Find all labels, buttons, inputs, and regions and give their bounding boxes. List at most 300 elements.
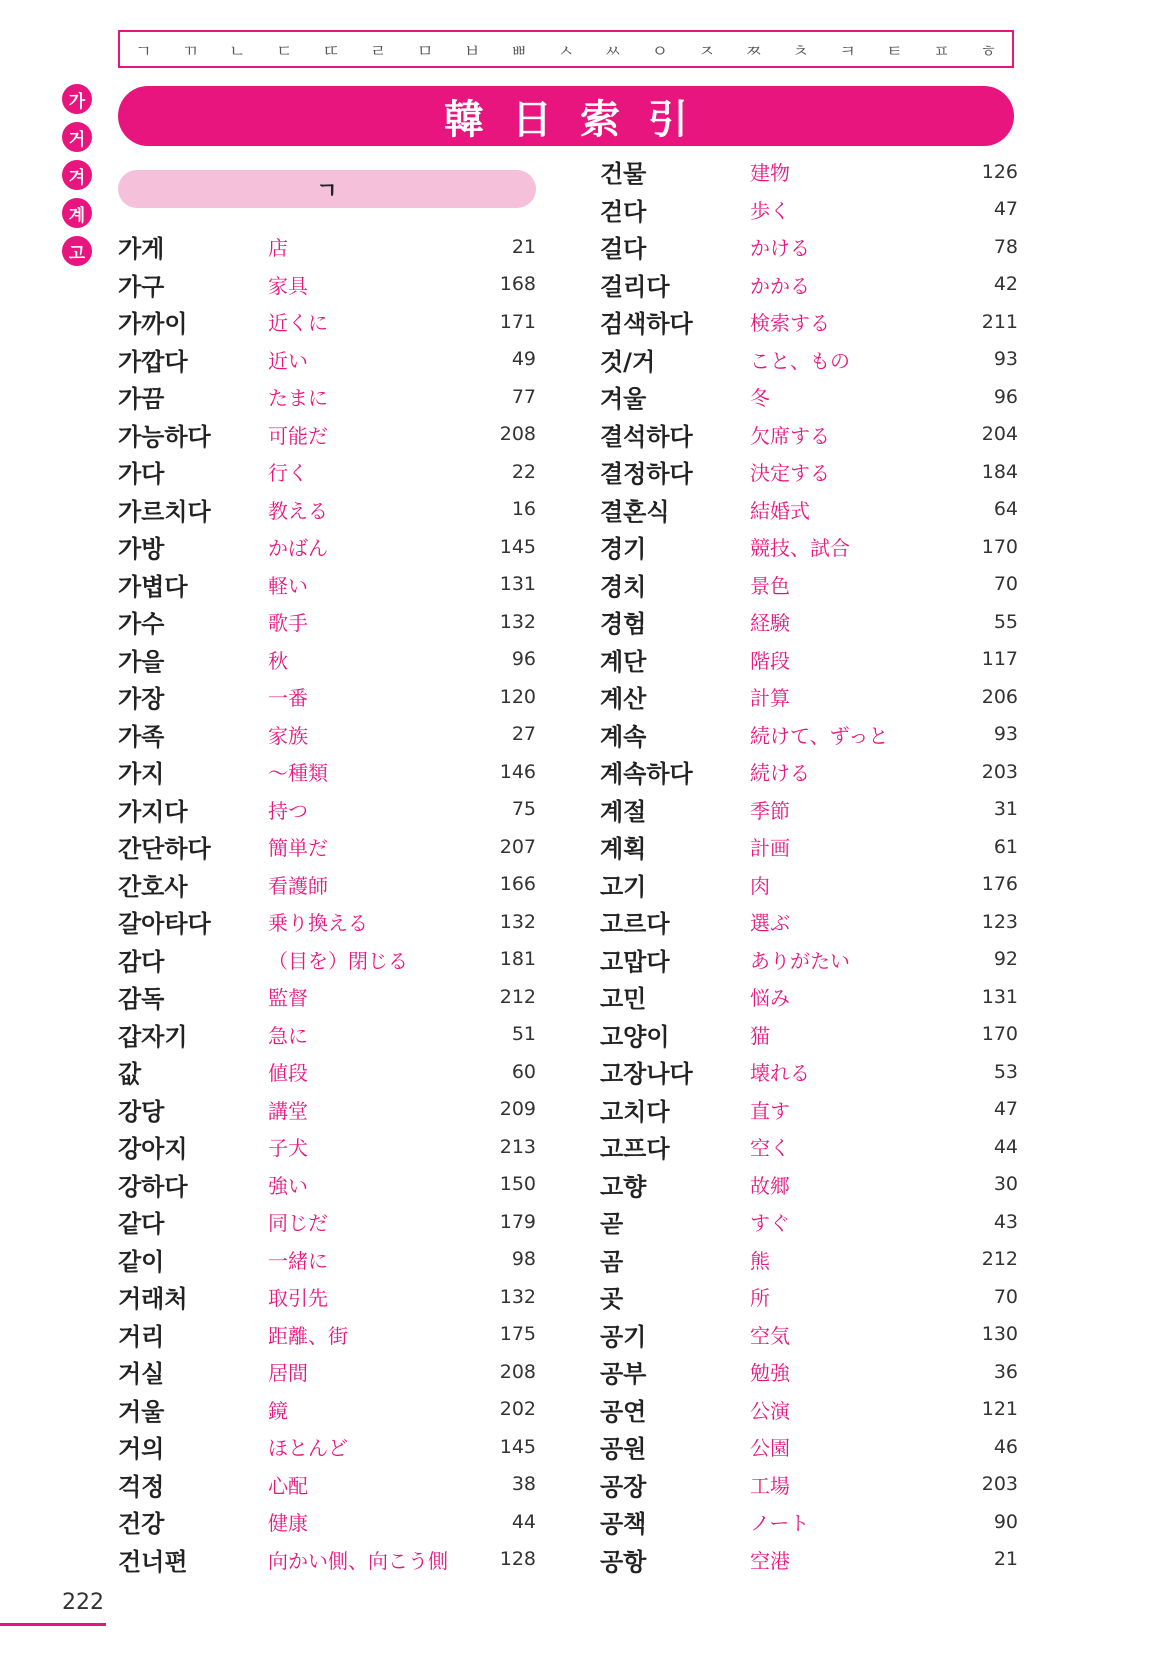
- index-entry: [600, 1016, 1018, 1054]
- index-entry: [600, 828, 1018, 866]
- index-entry: [600, 1353, 1018, 1391]
- page-ref: 132: [499, 910, 536, 933]
- korean-word: 가르치다: [118, 497, 211, 526]
- jamo-index-item: ㄲ: [182, 41, 199, 62]
- japanese-meaning: 競技、試合: [750, 536, 850, 561]
- index-entry: [118, 828, 536, 866]
- page-ref: 96: [993, 385, 1018, 408]
- side-tab: 계: [62, 198, 92, 228]
- japanese-meaning: 秋: [268, 648, 288, 673]
- page-ref: 203: [981, 760, 1018, 783]
- korean-word: 경기: [600, 535, 647, 564]
- index-entry: [118, 1353, 536, 1391]
- japanese-meaning: 故郷: [750, 1173, 790, 1198]
- index-entry: [600, 1166, 1018, 1204]
- page-number-underline: [0, 1623, 106, 1626]
- index-entry: [600, 641, 1018, 679]
- page-ref: 176: [981, 873, 1018, 896]
- side-tab: 거: [62, 122, 92, 152]
- korean-word: 걷다: [600, 197, 647, 226]
- jamo-index-item: ㅃ: [510, 41, 528, 62]
- japanese-meaning: 急に: [268, 1023, 308, 1048]
- japanese-meaning: （目を）閉じる: [268, 948, 408, 973]
- page-ref: 175: [499, 1323, 536, 1346]
- index-entry: [118, 266, 536, 304]
- jamo-index-item: ㅂ: [463, 41, 481, 62]
- korean-word: 걸다: [600, 235, 647, 264]
- index-entry: [118, 1466, 536, 1504]
- index-entry: [600, 303, 1018, 341]
- korean-word: 검색하다: [600, 310, 693, 339]
- korean-word: 걸리다: [600, 272, 670, 301]
- korean-word: 계단: [600, 647, 647, 676]
- index-entry: [600, 416, 1018, 454]
- korean-word: 가볍다: [118, 572, 188, 601]
- japanese-meaning: 計算: [750, 686, 790, 711]
- page-ref: 145: [499, 535, 536, 558]
- page-ref: 43: [993, 1210, 1018, 1233]
- index-entry: [600, 941, 1018, 979]
- page-ref: 77: [511, 385, 536, 408]
- japanese-meaning: 肉: [750, 873, 770, 898]
- korean-word: 결석하다: [600, 422, 693, 451]
- japanese-meaning: 行く: [268, 461, 308, 486]
- japanese-meaning: 歌手: [268, 611, 308, 636]
- page-ref: 123: [981, 910, 1018, 933]
- page-ref: 46: [993, 1435, 1018, 1458]
- page-ref: 132: [499, 610, 536, 633]
- japanese-meaning: 簡単だ: [268, 836, 328, 861]
- page-ref: 64: [993, 498, 1018, 521]
- index-entry: [600, 341, 1018, 379]
- page-ref: 98: [511, 1248, 536, 1271]
- japanese-meaning: 一緒に: [268, 1248, 328, 1273]
- index-entry: [600, 491, 1018, 529]
- korean-word: 감독: [118, 985, 165, 1014]
- japanese-meaning: かばん: [268, 536, 328, 561]
- index-entry: [600, 1316, 1018, 1354]
- jamo-index-item: ㅁ: [416, 41, 434, 62]
- index-entry: [118, 716, 536, 754]
- index-entry: [600, 603, 1018, 641]
- section-header: ㄱ: [118, 170, 536, 208]
- index-entry: [600, 1278, 1018, 1316]
- korean-word: 거래처: [118, 1285, 188, 1314]
- page-ref: 16: [511, 498, 536, 521]
- korean-word: 고르다: [600, 910, 670, 939]
- korean-word: 고치다: [600, 1097, 670, 1126]
- japanese-meaning: 決定する: [750, 461, 830, 486]
- page-ref: 208: [499, 1360, 536, 1383]
- page-ref: 212: [499, 985, 536, 1008]
- japanese-meaning: 看護師: [268, 873, 328, 898]
- japanese-meaning: 工場: [750, 1473, 790, 1498]
- japanese-meaning: 強い: [268, 1173, 308, 1198]
- side-tab: 가: [62, 84, 92, 114]
- korean-word: 고향: [600, 1172, 647, 1201]
- page-ref: 206: [981, 685, 1018, 708]
- korean-word: 감다: [118, 947, 165, 976]
- page-ref: 93: [993, 723, 1018, 746]
- page-ref: 128: [499, 1548, 536, 1571]
- index-entry: [118, 1128, 536, 1166]
- japanese-meaning: 続けて、ずっと: [750, 723, 889, 748]
- jamo-index-item: ㅉ: [745, 41, 762, 62]
- korean-word: 갑자기: [118, 1022, 188, 1051]
- korean-word: 거리: [118, 1322, 165, 1351]
- index-entry: [600, 191, 1018, 229]
- japanese-meaning: 冬: [750, 386, 770, 411]
- index-entry: [600, 1391, 1018, 1429]
- page-ref: 42: [993, 273, 1018, 296]
- korean-word: 가끔: [118, 385, 165, 414]
- korean-word: 건물: [600, 160, 647, 189]
- korean-word: 같다: [118, 1210, 165, 1239]
- korean-word: 가구: [118, 272, 165, 301]
- korean-word: 강하다: [118, 1172, 188, 1201]
- korean-word: 공부: [600, 1360, 647, 1389]
- page-title: 韓日索引: [118, 86, 1014, 146]
- japanese-meaning: 公演: [750, 1398, 790, 1423]
- page-ref: 145: [499, 1435, 536, 1458]
- page-ref: 146: [499, 760, 536, 783]
- index-entry: [600, 1203, 1018, 1241]
- index-entry: [118, 1241, 536, 1279]
- index-entry: [600, 716, 1018, 754]
- korean-word: 곰: [600, 1247, 624, 1276]
- korean-word: 가다: [118, 460, 165, 489]
- page-ref: 92: [993, 948, 1018, 971]
- japanese-meaning: 直す: [750, 1098, 790, 1123]
- index-entry: [600, 903, 1018, 941]
- page-ref: 22: [511, 460, 536, 483]
- japanese-meaning: 教える: [268, 498, 328, 523]
- index-entry: [118, 1166, 536, 1204]
- japanese-meaning: 公園: [750, 1436, 790, 1461]
- page-ref: 78: [993, 235, 1018, 258]
- page-ref: 31: [993, 798, 1018, 821]
- japanese-meaning: 歩く: [750, 198, 790, 223]
- korean-word: 계속: [600, 722, 647, 751]
- japanese-meaning: すぐ: [750, 1211, 790, 1236]
- page-ref: 170: [981, 535, 1018, 558]
- japanese-meaning: 監督: [268, 986, 308, 1011]
- japanese-meaning: 景色: [750, 573, 790, 598]
- page-ref: 212: [981, 1248, 1018, 1271]
- japanese-meaning: 猫: [750, 1023, 770, 1048]
- korean-word: 가장: [118, 685, 165, 714]
- page-ref: 207: [499, 835, 536, 858]
- index-entry: [118, 491, 536, 529]
- index-entry: [600, 866, 1018, 904]
- index-entry: [118, 941, 536, 979]
- page-ref: 44: [511, 1510, 536, 1533]
- jamo-index-item: ㄷ: [276, 41, 293, 62]
- index-entry: [600, 1466, 1018, 1504]
- korean-word: 계획: [600, 835, 647, 864]
- jamo-index-item: ㅊ: [792, 41, 809, 62]
- index-entry: [118, 303, 536, 341]
- page-ref: 70: [993, 1285, 1018, 1308]
- index-entry: [600, 753, 1018, 791]
- korean-word: 가방: [118, 535, 165, 564]
- page-ref: 38: [511, 1473, 536, 1496]
- page-ref: 130: [981, 1323, 1018, 1346]
- index-entry: [118, 1391, 536, 1429]
- jamo-index-item: ㅈ: [698, 41, 715, 62]
- index-entry: [118, 753, 536, 791]
- jamo-index-item: ㅅ: [557, 41, 575, 62]
- korean-word: 간호사: [118, 872, 188, 901]
- page-ref: 21: [511, 235, 536, 258]
- index-entry: [118, 1203, 536, 1241]
- japanese-meaning: こと、もの: [750, 348, 850, 373]
- index-entry: [118, 791, 536, 829]
- japanese-meaning: 家族: [268, 723, 308, 748]
- korean-word: 공장: [600, 1472, 647, 1501]
- page-ref: 120: [499, 685, 536, 708]
- jamo-index-item: ㅇ: [651, 41, 668, 62]
- japanese-meaning: 〜種類: [268, 761, 328, 786]
- korean-word: 거실: [118, 1360, 165, 1389]
- korean-word: 가게: [118, 235, 165, 264]
- korean-word: 고프다: [600, 1135, 670, 1164]
- korean-word: 공항: [600, 1547, 647, 1576]
- page-ref: 93: [993, 348, 1018, 371]
- page-ref: 181: [499, 948, 536, 971]
- page-ref: 36: [993, 1360, 1018, 1383]
- korean-word: 걱정: [118, 1472, 165, 1501]
- index-entry: [600, 153, 1018, 191]
- korean-word: 같이: [118, 1247, 165, 1276]
- japanese-meaning: ノート: [750, 1511, 810, 1536]
- korean-word: 곳: [600, 1285, 624, 1314]
- index-entry: [600, 1053, 1018, 1091]
- korean-word: 결정하다: [600, 460, 693, 489]
- japanese-meaning: 鏡: [268, 1398, 288, 1423]
- index-entry: [600, 1428, 1018, 1466]
- jamo-index-item: ㅍ: [933, 41, 950, 62]
- korean-word: 가수: [118, 610, 165, 639]
- jamo-index-item: ㅋ: [839, 41, 856, 62]
- page-ref: 44: [993, 1135, 1018, 1158]
- index-entry: [118, 566, 536, 604]
- side-tab: 고: [62, 236, 92, 266]
- jamo-index-item: ㄸ: [323, 41, 340, 62]
- page-ref: 179: [499, 1210, 536, 1233]
- index-entry: [118, 528, 536, 566]
- page-ref: 90: [993, 1510, 1018, 1533]
- korean-word: 가족: [118, 722, 165, 751]
- korean-word: 겨울: [600, 385, 647, 414]
- japanese-meaning: 階段: [750, 648, 790, 673]
- index-entry: [600, 566, 1018, 604]
- korean-word: 것/거: [600, 347, 656, 376]
- korean-word: 간단하다: [118, 835, 211, 864]
- japanese-meaning: 一番: [268, 686, 308, 711]
- page-ref: 55: [993, 610, 1018, 633]
- japanese-meaning: 近い: [268, 348, 308, 373]
- korean-word: 공원: [600, 1435, 647, 1464]
- page-ref: 47: [993, 198, 1018, 221]
- japanese-meaning: 家具: [268, 273, 308, 298]
- jamo-index-bar: [118, 30, 1014, 68]
- japanese-meaning: 検索する: [750, 311, 830, 336]
- index-entry: [118, 641, 536, 679]
- index-entry: [118, 341, 536, 379]
- index-entry: [118, 903, 536, 941]
- japanese-meaning: 心配: [268, 1473, 308, 1498]
- korean-word: 계산: [600, 685, 647, 714]
- jamo-index-item: ㄱ: [135, 41, 152, 62]
- page-ref: 30: [993, 1173, 1018, 1196]
- page-ref: 75: [511, 798, 536, 821]
- japanese-meaning: 経験: [750, 611, 790, 636]
- korean-word: 건너편: [118, 1547, 188, 1576]
- page-ref: 203: [981, 1473, 1018, 1496]
- index-entry: [600, 791, 1018, 829]
- korean-word: 강아지: [118, 1135, 188, 1164]
- korean-word: 계속하다: [600, 760, 693, 789]
- japanese-meaning: 近くに: [268, 311, 328, 336]
- japanese-meaning: 壊れる: [750, 1061, 810, 1086]
- japanese-meaning: 計画: [750, 836, 790, 861]
- japanese-meaning: 持つ: [268, 798, 308, 823]
- page-ref: 213: [499, 1135, 536, 1158]
- korean-word: 값: [118, 1060, 142, 1089]
- japanese-meaning: 居間: [268, 1361, 308, 1386]
- korean-word: 가능하다: [118, 422, 211, 451]
- korean-word: 공책: [600, 1510, 647, 1539]
- korean-word: 가을: [118, 647, 165, 676]
- page-ref: 170: [981, 1023, 1018, 1046]
- korean-word: 가지다: [118, 797, 188, 826]
- page-ref: 121: [981, 1398, 1018, 1421]
- index-entry: [118, 378, 536, 416]
- page-ref: 61: [993, 835, 1018, 858]
- side-tabs: [62, 84, 92, 266]
- index-entry: [600, 528, 1018, 566]
- korean-word: 거울: [118, 1397, 165, 1426]
- index-entry: [118, 978, 536, 1016]
- page-ref: 131: [981, 985, 1018, 1008]
- korean-word: 곧: [600, 1210, 624, 1239]
- index-entry: [118, 1016, 536, 1054]
- japanese-meaning: 空気: [750, 1323, 790, 1348]
- japanese-meaning: 欠席する: [750, 423, 830, 448]
- korean-word: 공연: [600, 1397, 647, 1426]
- korean-word: 경치: [600, 572, 647, 601]
- japanese-meaning: 結婚式: [750, 498, 810, 523]
- page-ref: 209: [499, 1098, 536, 1121]
- japanese-meaning: 講堂: [268, 1098, 308, 1123]
- japanese-meaning: 悩み: [750, 986, 790, 1011]
- page-ref: 117: [981, 648, 1018, 671]
- index-entry: [118, 416, 536, 454]
- page-ref: 60: [511, 1060, 536, 1083]
- korean-word: 경험: [600, 610, 647, 639]
- page-ref: 126: [981, 160, 1018, 183]
- korean-word: 고장나다: [600, 1060, 693, 1089]
- japanese-meaning: ほとんど: [268, 1436, 348, 1461]
- index-entry: [600, 378, 1018, 416]
- japanese-meaning: 空港: [750, 1548, 790, 1573]
- korean-word: 가깝다: [118, 347, 188, 376]
- page-ref: 70: [993, 573, 1018, 596]
- korean-word: 고양이: [600, 1022, 670, 1051]
- jamo-index-item: ㅌ: [886, 41, 903, 62]
- japanese-meaning: 乗り換える: [268, 911, 368, 936]
- jamo-index-item: ㄹ: [369, 41, 387, 62]
- japanese-meaning: 軽い: [268, 573, 308, 598]
- page-ref: 27: [511, 723, 536, 746]
- japanese-meaning: 続ける: [750, 761, 810, 786]
- page-ref: 211: [981, 310, 1018, 333]
- index-entry: [118, 1278, 536, 1316]
- korean-word: 건강: [118, 1510, 165, 1539]
- japanese-meaning: 選ぶ: [750, 911, 790, 936]
- index-entry: [118, 453, 536, 491]
- japanese-meaning: 空く: [750, 1136, 790, 1161]
- japanese-meaning: 向かい側、向こう側: [268, 1548, 448, 1573]
- index-entry: [600, 1091, 1018, 1129]
- japanese-meaning: 距離、街: [268, 1323, 348, 1348]
- korean-word: 갈아타다: [118, 910, 211, 939]
- index-entry: [118, 1316, 536, 1354]
- japanese-meaning: たまに: [268, 386, 328, 411]
- index-entry: [600, 978, 1018, 1016]
- page-ref: 96: [511, 648, 536, 671]
- page-ref: 202: [499, 1398, 536, 1421]
- index-entry: [600, 1241, 1018, 1279]
- page-ref: 21: [993, 1548, 1018, 1571]
- index-entry: [600, 1128, 1018, 1166]
- jamo-index-item: ㅆ: [604, 41, 622, 62]
- index-entry: [118, 1053, 536, 1091]
- jamo-index-item: ㄴ: [229, 41, 246, 62]
- index-entry: [600, 678, 1018, 716]
- page-ref: 171: [499, 310, 536, 333]
- korean-word: 계절: [600, 797, 647, 826]
- japanese-meaning: 取引先: [268, 1286, 328, 1311]
- index-entry: [118, 603, 536, 641]
- japanese-meaning: 季節: [750, 798, 790, 823]
- japanese-meaning: かかる: [750, 273, 810, 298]
- korean-word: 고기: [600, 872, 647, 901]
- japanese-meaning: 値段: [268, 1061, 308, 1086]
- japanese-meaning: 所: [750, 1286, 770, 1311]
- index-entry: [600, 228, 1018, 266]
- page-ref: 168: [499, 273, 536, 296]
- page-ref: 166: [499, 873, 536, 896]
- korean-word: 결혼식: [600, 497, 670, 526]
- korean-word: 고맙다: [600, 947, 670, 976]
- index-entry: [600, 453, 1018, 491]
- side-tab: 겨: [62, 160, 92, 190]
- index-entry: [600, 266, 1018, 304]
- japanese-meaning: 勉強: [750, 1361, 790, 1386]
- page-ref: 49: [511, 348, 536, 371]
- index-entry: [118, 678, 536, 716]
- page-number: 222: [62, 1590, 104, 1615]
- page-ref: 51: [511, 1023, 536, 1046]
- page-ref: 204: [981, 423, 1018, 446]
- page-ref: 53: [993, 1060, 1018, 1083]
- page-ref: 150: [499, 1173, 536, 1196]
- japanese-meaning: 建物: [750, 161, 790, 186]
- index-entry: [118, 866, 536, 904]
- index-entry: [600, 1503, 1018, 1541]
